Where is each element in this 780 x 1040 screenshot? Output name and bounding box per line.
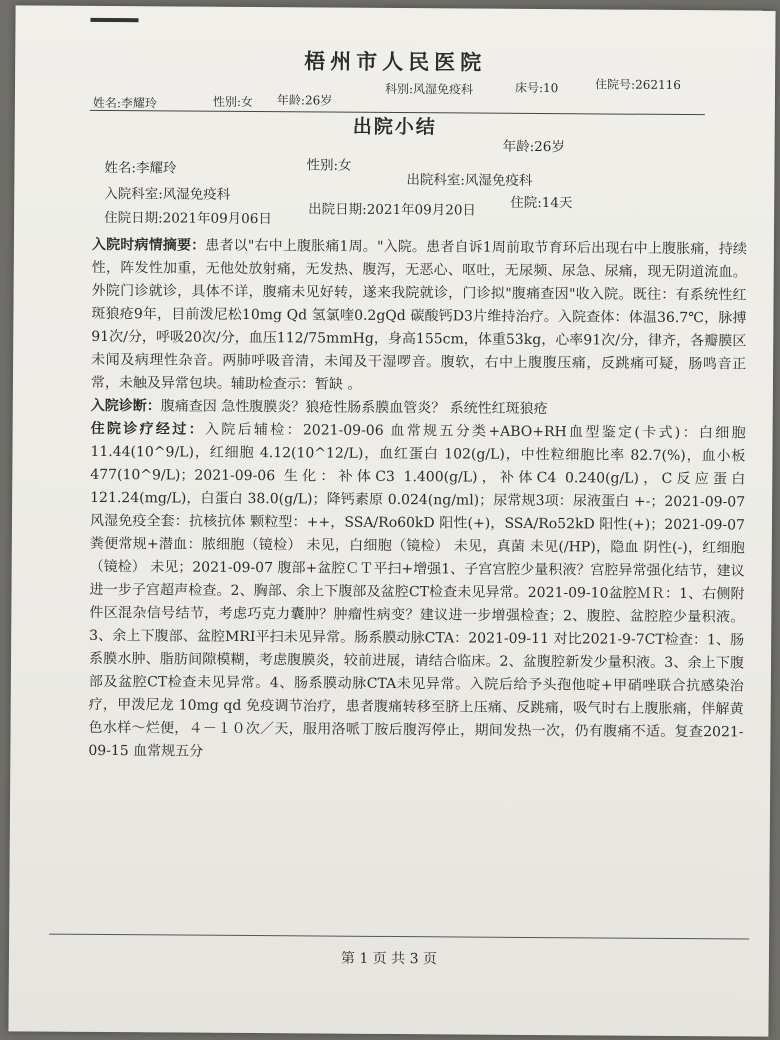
field-out-dept: 出院科室:风湿免疫科 <box>406 172 533 189</box>
dash-mark <box>90 18 138 22</box>
footer-rule <box>49 934 749 940</box>
diagnosis-label: 入院诊断： <box>90 397 161 415</box>
field-discharge-date: 出院日期:2021年09月20日 <box>308 201 476 219</box>
field-in-dept: 入院科室:风湿免疫科 <box>104 185 231 203</box>
header-dept: 科别:风湿免疫科 <box>384 81 474 97</box>
course-paragraph <box>88 418 745 768</box>
course-label: 住院诊疗经过： <box>90 420 206 438</box>
page-number: 第 1 页 共 3 页 <box>340 950 438 968</box>
field-age: 年龄:26岁 <box>502 138 565 156</box>
header-sex: 性别:女 <box>212 94 254 110</box>
field-stay: 住院:14天 <box>510 194 573 212</box>
header-hosp-no: 住院号:262116 <box>595 77 681 93</box>
hospital-name: 梧州市人民医院 <box>304 48 487 75</box>
field-name: 姓名:李耀玲 <box>104 159 177 177</box>
header-age: 年龄:26岁 <box>276 93 333 108</box>
document-body <box>88 234 747 768</box>
history-text: 患者以"右中上腹胀痛1周。"入院。患者自诉1周前取节育环后出现右中上腹胀痛，持续性，阵发性加重，无他处放射痛，无发热、腹泻，无恶心、呕吐，无尿频、尿急、尿痛，现无阴道流血。外院门诊就诊，具体不详，腹痛未见好转，遂来我院就诊，门诊拟"腹痛查因"收入院。既往：有系统性红斑狼疮9年，目前泼尼松10mg Qd 氢氯喹0.2gQd 碳酸钙D3片维持治疗。入院查体：体温36.7℃，脉搏91次/分，呼吸20次/分，血压112/75mmHg，身高155cm，体重53kg，心率91次/分，律齐，各瓣膜区未闻及病理性杂音。两肺呼吸音清，未闻及干湿啰音。腹软，右中上腹腹压痛，反跳痛可疑，肠鸣音正常，未触及异常包块。辅助检查示：暂缺 。 <box>90 237 747 393</box>
course-text: 入院后辅检：2021-09-06 血常规五分类+ABO+RH血型鉴定(卡式)：白细胞 11.44(10^9/L)，红细胞 4.12(10^12/L)，血红蛋白 102(g/L)，中性粒细胞比率 82.7(%)，血小板 477(10^9/L)；2021-09-06 生化：补体C3 1.400(g/L)，补体C4 0.240(g/L)，C反应蛋白 121.24(mg/L)，白蛋白 38.0(g/L)；降钙素原 0.024(ng/ml)；尿常规3项：尿液蛋白 +-；2021-09-07 风湿免疫全套：抗核抗体 颗粒型：++，SSA/Ro60kD 阳性(+)，SSA/Ro52kD 阳性(+)；2021-09-07 粪便常规+潜血：脓细胞（镜检） 未见，白细胞（镜检） 未见，真菌 未见(/HP)，隐血 阴性(-)，红细胞（镜检） 未见；2021-09-07 腹部+盆腔ＣＴ平扫+增强1、子宫宫腔少量积液？宫腔异常强化结节，建议进一步子宫超声检查。2、胸部、余上下腹部及盆腔CT检查未见异常。2021-09-10盆腔ＭＲ：1、右侧附件区混杂信号结节，考虑巧克力囊肿？肿瘤性病变？建议进一步增强检查；2、腹腔、盆腔腔少量积液。3、余上下腹部、盆腔MRI平扫未见异常。肠系膜动脉CTA：2021-09-11 对比2021-9-7CT检查：1、肠系膜水肿、脂肪间隙模糊，考虑腹膜炎，较前进展，请结合临床。2、盆腹腔新发少量积液。3、余上下腹部及盆腔CT检查未见异常。4、肠系膜动脉CTA未见异常。入院后给予头孢他啶+甲硝唑联合抗感染治疗，甲泼尼龙 10mg qd 免疫调节治疗，患者腹痛转移至脐上压痛、反跳痛，吸气时右上腹胀痛，伴解黄色水样～烂便，４－１０次／天，服用洛哌丁胺后腹泻停止，期间发热一次，仍有腹痛不适。复查2021-09-15 血常规五分 <box>88 421 746 760</box>
doc-title: 出院小结 <box>352 115 437 139</box>
header-name: 姓名:李耀玲 <box>92 95 158 111</box>
field-sex: 性别:女 <box>306 157 352 174</box>
history-paragraph <box>91 234 747 400</box>
header-bed: 床号:10 <box>514 80 559 96</box>
history-label: 入院时病情摘要： <box>91 236 206 254</box>
diagnosis-text: 腹痛查因 急性腹膜炎？狼疮性肠系膜血管炎？ 系统性红斑狼疮 <box>160 398 548 418</box>
document-page <box>8 5 775 1036</box>
field-admit-date: 住院日期:2021年09月06日 <box>104 209 272 228</box>
